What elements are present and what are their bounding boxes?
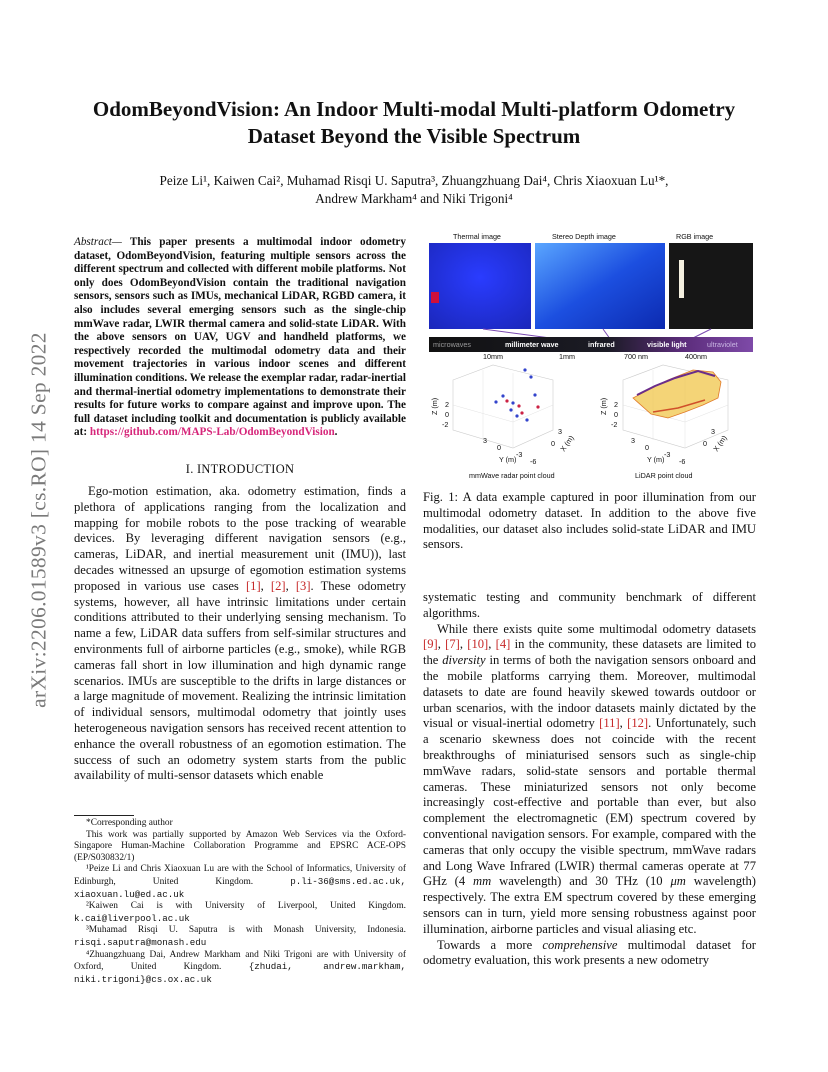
citation-7[interactable]: [7] xyxy=(445,637,460,652)
emphasis-comprehensive: comprehensive xyxy=(542,937,618,952)
label-rgb-image: RGB image xyxy=(676,232,714,241)
y-tick: 3 xyxy=(483,436,487,445)
figure-1 xyxy=(423,230,756,485)
radar-point xyxy=(509,408,512,411)
abstract-end: . xyxy=(334,426,338,439)
footnote-1 xyxy=(74,864,406,901)
radar-point xyxy=(517,404,520,407)
intro-text-b: . These odometry systems, however, all have intrinsic limitations under certain conditions attributed to their underlying sensing mechanism. To name a few, LiDAR data suffers from self-similar structures and environments full of airborne particles (e.g., smoke), while RGB cameras fall short in low illumination and high dynamic range scenarios. IMUs are susceptible to the drifts in large distances or a large magnitude of movement. Realizing the intrinsic limitation of individual sensors, multimodal odometry that jointly uses heterogeneous navigation sensors has received recent attention to enhance the overall robustness of an egomotion estimation. The success of such an odometry system starts from the public availability of multi-sensor datasets which enable xyxy=(74,578,407,783)
tick-400nm: 400nm xyxy=(685,352,707,361)
radar-point xyxy=(533,393,536,396)
citation-4[interactable]: [4] xyxy=(495,637,511,652)
radar-point xyxy=(515,414,518,417)
footnotes xyxy=(74,818,406,986)
arxiv-identifier-text: arXiv:2206.01589v3 [cs.RO] 14 Sep 2022 xyxy=(26,332,51,708)
citation-separator: , xyxy=(619,716,628,731)
radar-point xyxy=(523,368,526,371)
citation-10[interactable]: [10] xyxy=(467,637,489,652)
thermal-image xyxy=(429,243,531,329)
citation-1[interactable]: [1] xyxy=(245,578,261,593)
footnote-2-email: k.cai@liverpool.ac.uk xyxy=(74,912,190,924)
text: . Unfortunately, such a scenario skewness does not coincide with the recent breakthroughs of miniaturised sensors such as single-chip mmWave radars, solid-state sensors and portable thermal cameras. These miniaturized sensors not only become increasingly cost-effective and portable than ever, but also complement the electromagnetic (EM) spectrum covered by conventional navigation sensors. For example, compared with the cameras that only occupy the visible spectrum, mmWave radars and Long Wave Infrared (LWIR) thermal cameras operate at 77 GHz (4 xyxy=(423,716,756,889)
section-heading-introduction: I. INTRODUCTION xyxy=(185,462,295,476)
footnote-support: This work was partially supported by Amazon Web Services via the Oxford-Singapore Human-Machine Collaboration Programme and EPSRC ACE-OPS (EP/S030832/1) xyxy=(74,829,406,863)
citation-separator: , xyxy=(488,637,496,652)
text: in the community, these datasets are limited to the xyxy=(423,637,757,668)
band-infrared: infrared xyxy=(588,340,615,349)
y-tick: -6 xyxy=(679,457,686,466)
citation-9[interactable]: [9] xyxy=(423,637,438,652)
footnote-3-email: risqi.saputra@monash.edu xyxy=(74,936,207,948)
plot-mmwave-radar xyxy=(430,365,576,480)
z-axis-label: Z (m) xyxy=(599,397,608,415)
band-microwaves: microwaves xyxy=(433,340,471,349)
y-tick: 0 xyxy=(497,443,501,452)
citation-11[interactable]: [11] xyxy=(599,716,620,731)
z-tick: -2 xyxy=(442,420,449,429)
radar-point xyxy=(511,401,514,404)
tick-10mm: 10mm xyxy=(483,352,503,361)
text: Towards a more xyxy=(437,937,543,952)
text: multimodal dataset for odometry evaluation, this work presents a new odometry xyxy=(423,937,756,968)
tick-700nm: 700 nm xyxy=(624,352,648,361)
arxiv-identifier-stamp xyxy=(20,280,58,760)
band-visible-light: visible light xyxy=(647,340,687,349)
z-tick: 2 xyxy=(445,400,449,409)
unit-um: μm xyxy=(670,874,686,889)
tick-1mm: 1mm xyxy=(559,352,575,361)
intro-text-a: Ego-motion estimation, aka. odometry estimation, finds a plethora of applications ranging from the localization and mapping for mobile robots to the pose tracking of wearable devices. By leveraging different navigation sensors (e.g., cameras, LiDAR, and inertial measurement unit (IMU)), last decades witnessed an upsurge of egomotion estimation systems proposed in various use cases xyxy=(74,484,406,593)
footnote-4 xyxy=(74,950,406,987)
thermal-hot-spot xyxy=(431,292,439,303)
x-tick: 0 xyxy=(703,439,707,448)
y-axis-label: Y (m) xyxy=(647,455,665,464)
abstract-lead: Abstract xyxy=(74,236,112,248)
citation-separator: , xyxy=(437,637,446,652)
y-axis-label: Y (m) xyxy=(499,455,517,464)
radar-point xyxy=(501,394,504,397)
label-stereo-depth-image: Stereo Depth image xyxy=(552,232,616,241)
citation-2[interactable]: [2] xyxy=(270,578,286,593)
y-tick: 0 xyxy=(645,443,649,452)
footnote-4-email: {zhudai, andrew.markham, niki.trigoni}@cs.ox.ac.uk xyxy=(74,961,406,985)
z-tick: 0 xyxy=(445,410,449,419)
footnote-4-text: ⁴Zhuangzhuang Dai, Andrew Markham and Niki Trigoni are with University of Oxford, United Kingdom. xyxy=(74,949,406,973)
intro-paragraph xyxy=(74,484,406,784)
text: While there exists quite some multimodal odometry datasets xyxy=(437,621,756,636)
emphasis-diversity: diversity xyxy=(442,653,486,668)
footnote-3-text: ³Muhamad Risqi U. Saputra is with Monash University, Indonesia. xyxy=(86,925,406,936)
y-tick: -6 xyxy=(530,457,537,466)
y-tick: 3 xyxy=(631,436,635,445)
citation-separator: , xyxy=(459,637,468,652)
band-ultraviolet: ultraviolet xyxy=(707,340,738,349)
title-line-1: OdomBeyondVision: An Indoor Multi-modal Multi-platform Odometry xyxy=(92,97,736,121)
label-thermal-image: Thermal image xyxy=(453,232,501,241)
z-tick: 2 xyxy=(614,400,618,409)
paragraph-datasets xyxy=(423,622,756,938)
z-tick: -2 xyxy=(611,420,618,429)
right-column-text xyxy=(423,590,756,969)
radar-point xyxy=(529,375,532,378)
x-axis-label: X (m) xyxy=(711,433,729,454)
footnote-corresponding: *Corresponding author xyxy=(86,818,173,828)
plot-lidar xyxy=(599,365,729,480)
author-list xyxy=(60,172,768,208)
radar-point xyxy=(505,399,508,402)
citation-3[interactable]: [3] xyxy=(295,578,311,593)
title-line-2: Dataset Beyond the Visible Spectrum xyxy=(247,124,581,148)
plot-caption-mmwave: mmWave radar point cloud xyxy=(469,471,555,480)
band-millimeter-wave: millimeter wave xyxy=(505,340,559,349)
radar-point xyxy=(536,405,539,408)
text: wavelength) and 30 THz (10 xyxy=(491,874,671,889)
footnote-2 xyxy=(74,901,406,925)
abstract-body: This paper presents a multimodal indoor odometry dataset, OdomBeyondVision, featuring multiple sensors across the different spectrum and collected with different mobile platforms. Not only does OdomBeyondVision contain the traditional navigation sensors, sensors such as IMUs, mechanical LiDAR, RGBD camera, it also includes several emerging sensors such as the single-chip mmWave radar, LWIR thermal camera and solid-state LiDAR. With the above sensors on UAV, UGV and handheld platforms, we respectively recorded the multimodal odometry data and their movement trajectories in various indoor scenes and different illumination conditions. We release the exemplar radar, radar-inertial and thermal-inertial odometry implementations to demonstrate their results for future works to compare against and improve upon. The full dataset including toolkit and documentation is publicly available at: xyxy=(74,236,406,439)
text: in terms of both the navigation sensors onboard and the mobile platforms carrying them. Moreover, multimodal datasets to date are found heavily skewed towards outdoor or urban scenarios, with the indoor datasets mainly dictated by the visual or visual-inertial odometry xyxy=(423,653,756,731)
x-tick: 0 xyxy=(551,439,555,448)
radar-point xyxy=(494,400,497,403)
citation-12[interactable]: [12] xyxy=(627,716,649,731)
paragraph-continuation: systematic testing and community benchmark of different algorithms. xyxy=(423,590,756,620)
figure-1-caption: Fig. 1: A data example captured in poor illumination from our multimodal odometry dataset. In addition to the above five modalities, our dataset also includes solid-state LiDAR and IMU sensors. xyxy=(423,490,756,552)
y-tick: -3 xyxy=(664,450,671,459)
citation-separator: , xyxy=(285,578,296,593)
unit-mm: mm xyxy=(473,874,492,889)
paper-title xyxy=(60,96,768,150)
radar-point xyxy=(520,411,523,414)
rgb-light-source xyxy=(679,260,684,298)
paragraph-comprehensive xyxy=(423,938,756,970)
x-tick: 3 xyxy=(711,427,715,436)
z-tick: 0 xyxy=(614,410,618,419)
citation-separator: , xyxy=(260,578,271,593)
text: wavelength) respectively. The extra EM spectrum covered by these emerging sensors can in turn, yield more sensing robustness against poor illumination, airborne particles and visual aliasing etc. xyxy=(423,874,756,936)
plot-caption-lidar: LiDAR point cloud xyxy=(635,471,693,480)
authors-line-2: Andrew Markham⁴ and Niki Trigoni⁴ xyxy=(315,191,513,206)
stereo-depth-image xyxy=(535,243,665,329)
authors-line-1: Peize Li¹, Kaiwen Cai², Muhamad Risqi U. Saputra³, Zhuangzhuang Dai⁴, Chris Xiaoxuan Lu¹*, xyxy=(159,173,669,188)
footnote-3 xyxy=(74,925,406,949)
abstract-dash: — xyxy=(111,236,122,248)
plot-grid xyxy=(453,370,553,448)
x-axis-label: X (m) xyxy=(558,433,576,454)
z-axis-label: Z (m) xyxy=(430,397,439,415)
x-tick: 3 xyxy=(558,427,562,436)
y-tick: -3 xyxy=(516,450,523,459)
abstract xyxy=(74,236,406,440)
github-link[interactable]: https://github.com/MAPS-Lab/OdomBeyondVision xyxy=(89,426,335,439)
footnote-1-email: p.li-36@sms.ed.ac.uk, xiaoxuan.lu@ed.ac.uk xyxy=(74,875,406,900)
footnote-1-text: ¹Peize Li and Chris Xiaoxuan Lu are with the School of Informatics, University of Edinburgh, United Kingdom. xyxy=(74,864,406,887)
radar-point xyxy=(525,418,528,421)
footnote-rule xyxy=(74,815,134,816)
footnote-2-text: ²Kaiwen Cai is with University of Liverpool, United Kingdom. xyxy=(86,901,406,912)
